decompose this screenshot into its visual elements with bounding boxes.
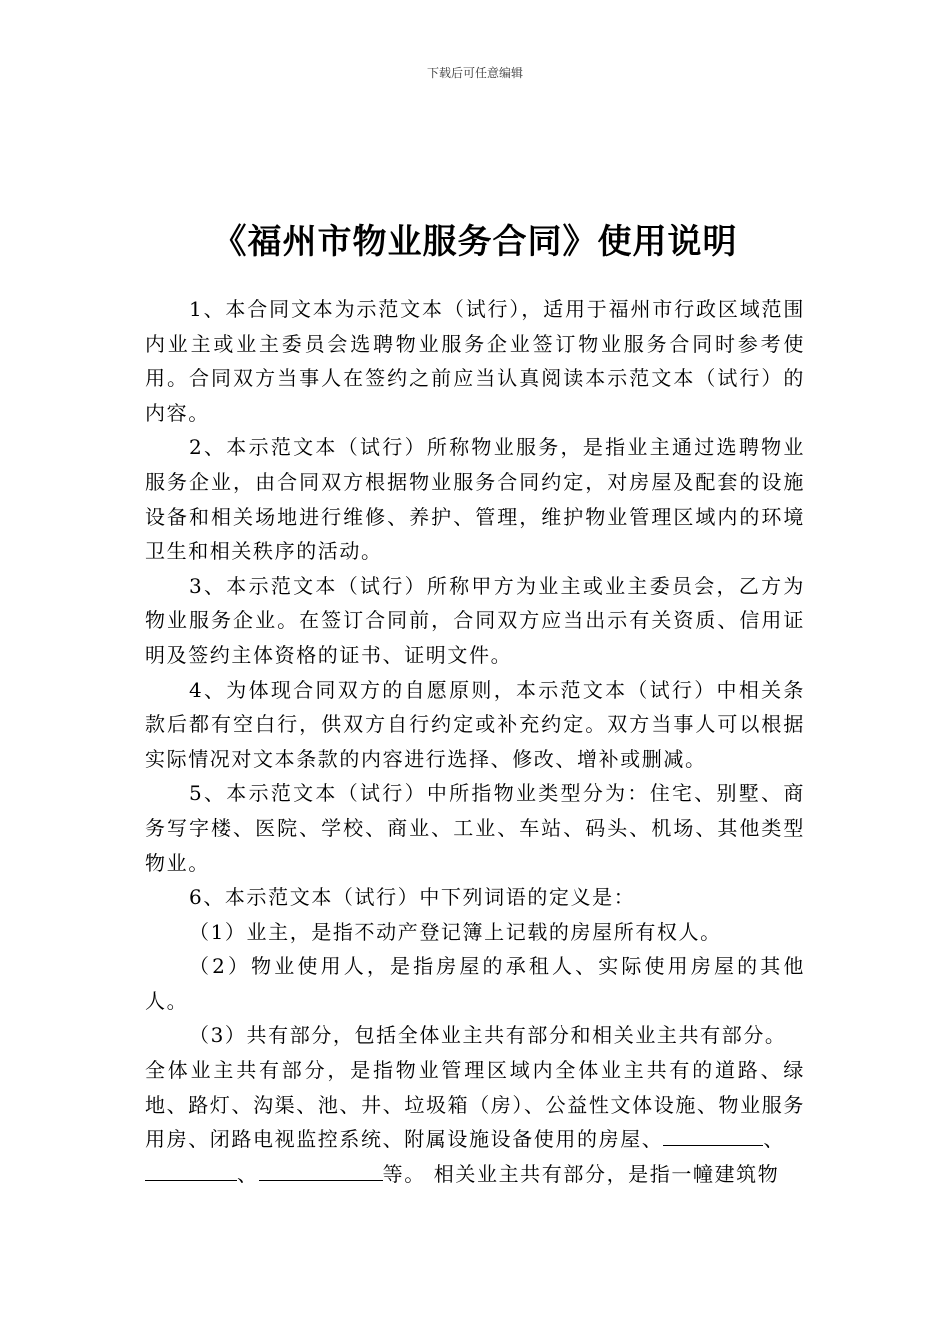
definition-2: （2）物业使用人，是指房屋的承租人、实际使用房屋的其他人。 [145,954,805,1013]
paragraph-4: 4、为体现合同双方的自愿原则，本示范文本（试行）中相关条款后都有空白行，供双方自行约定或补充约定。双方当事人可以根据实际情况对文本条款的内容进行选择、修改、增补或删减。 [145,677,805,771]
blank-separator-2: 、 [237,1161,259,1186]
paragraph-3: 3、本示范文本（试行）所称甲方为业主或业主委员会，乙方为物业服务企业。在签订合同前，合同双方应当出示有关资质、信用证明及签约主体资格的证书、证明文件。 [145,573,805,667]
paragraph-6: 6、本示范文本（试行）中下列词语的定义是： [189,885,636,910]
definition-1: （1）业主，是指不动产登记簿上记载的房屋所有权人。 [189,919,722,944]
common-parts-text: 全体业主共有部分，是指物业管理区域内全体业主共有的道路、绿地、路灯、沟渠、池、井、垃圾箱（房）、公益性文体设施、物业服务用房、闭路电视监控系统、附属设施设备使用的房屋、 [145,1058,805,1152]
definition-3: （3）共有部分，包括全体业主共有部分和相关业主共有部分。 [189,1023,787,1048]
paragraph-1: 1、本合同文本为示范文本（试行），适用于福州市行政区域范围内业主或业主委员会选聘物业服务企业签订物业服务合同时参考使用。合同双方当事人在签约之前应当认真阅读本示范文本（试行）的内容。 [145,297,805,425]
fill-in-blank-1[interactable] [663,1125,763,1146]
fill-in-blank-3[interactable] [259,1160,383,1181]
document-title: 《福州市物业服务合同》使用说明 [212,222,738,262]
paragraph-2: 2、本示范文本（试行）所称物业服务，是指业主通过选聘物业服务企业，由合同双方根据物业服务合同约定，对房屋及配套的设施设备和相关场地进行维修、养护、管理，维护物业管理区域内的环境卫生和相关秩序的活动。 [145,435,805,564]
paragraph-5: 5、本示范文本（试行）中所指物业类型分为：住宅、别墅、商务写字楼、医院、学校、商业、工业、车站、码头、机场、其他类型物业。 [145,781,805,875]
fill-in-blank-2[interactable] [145,1160,237,1181]
header-note: 下载后可任意编辑 [426,66,523,80]
blank-separator-1: 、 [763,1127,786,1152]
common-parts-paragraph [145,1053,805,1191]
common-parts-continuation: 等。 相关业主共有部分，是指一幢建筑物 [382,1161,780,1186]
document-body [145,292,805,1191]
